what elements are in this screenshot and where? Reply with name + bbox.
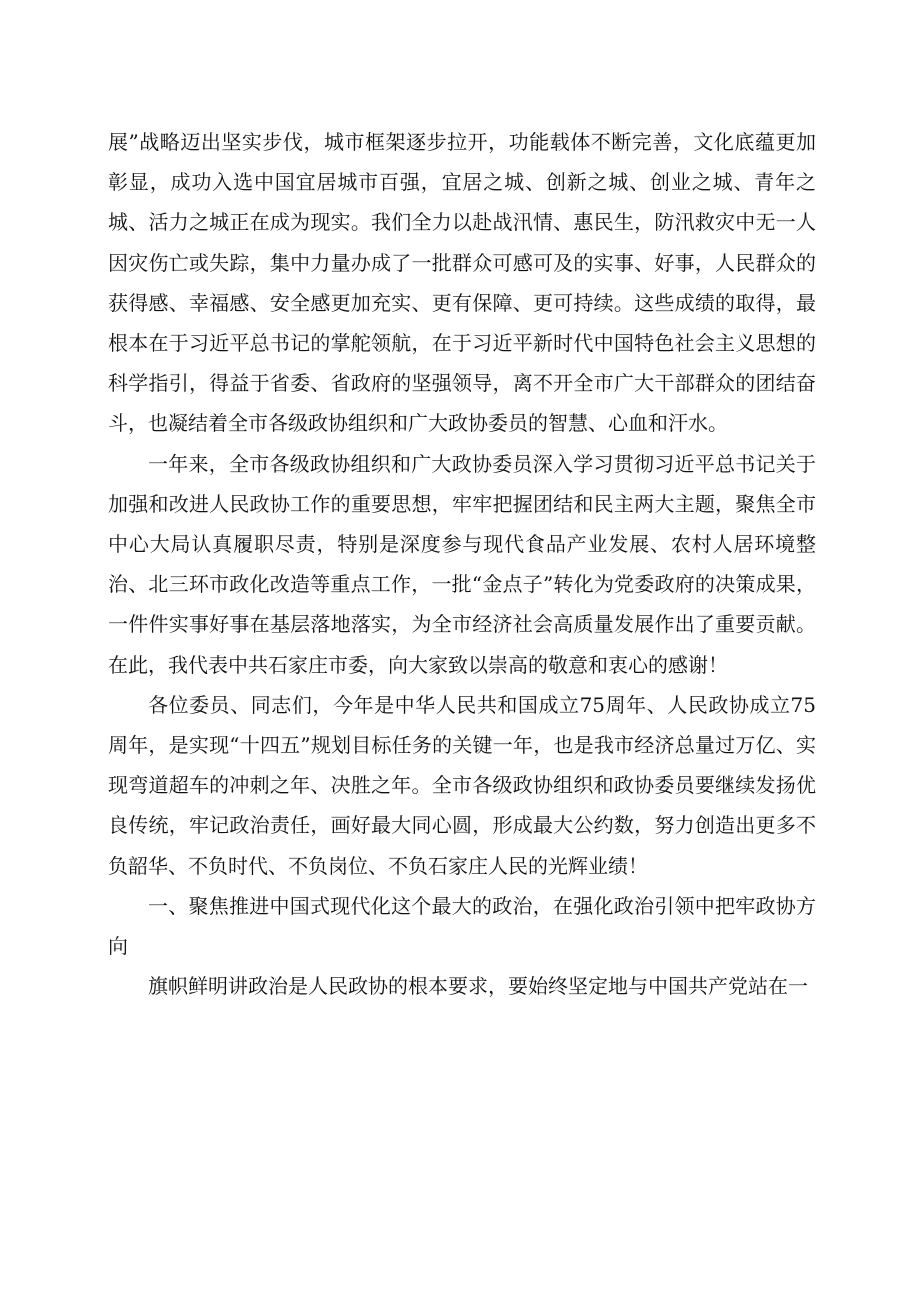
paragraph: 各位委员、同志们，今年是中华人民共和国成立75周年、人民政协成立75周年，是实现“十四五”规划目标任务的关键一年，也是我市经济总量过万亿、实现弯道超车的冲刺之年、决胜之年。全市各级政协组织和政协委员要继续发扬优良传统，牢记政治责任，画好最大同心圆，形成最大公约数，努力创造出更多不负韶华、不负时代、不负岗位、不负石家庄人民的光辉业绩！: [108, 692, 816, 878]
section-heading: 一、聚焦推进中国式现代化这个最大的政治，在强化政治引领中把牢政协方向: [108, 893, 816, 959]
paragraph: 一年来，全市各级政协组织和广大政协委员深入学习贯彻习近平总书记关于加强和改进人民政协工作的重要思想，牢牢把握团结和民主两大主题，聚焦全市中心大局认真履职尽责，特别是深度参与现代食品产业发展、农村人居环境整治、北三环市政化改造等重点工作，一批“金点子”转化为党委政府的决策成果，一件件实事好事在基层落地落实，为全市经济社会高质量发展作出了重要贡献。在此，我代表中共石家庄市委，向大家致以崇高的敬意和衷心的感谢！: [108, 451, 816, 677]
paragraph: 旗帜鲜明讲政治是人民政协的根本要求，要始终坚定地与中国共产党站在一: [148, 974, 808, 999]
paragraph-continued: 展”战略迈出坚实步伐，城市框架逐步拉开，功能载体不断完善，文化底蕴更加彰显，成功入选中国宜居城市百强，宜居之城、创新之城、创业之城、青年之城、活力之城正在成为现实。我们全力以赴战汛情、惠民生，防汛救灾中无一人因灾伤亡或失踪，集中力量办成了一批群众可感可及的实事、好事，人民群众的获得感、幸福感、安全感更加充实、更有保障、更可持续。这些成绩的取得，最根本在于习近平总书记的掌舵领航，在于习近平新时代中国特色社会主义思想的科学指引，得益于省委、省政府的坚强领导，离不开全市广大干部群众的团结奋斗，也凝结着全市各级政协组织和广大政协委员的智慧、心血和汗水。: [108, 130, 816, 436]
document-body: [108, 122, 816, 1006]
